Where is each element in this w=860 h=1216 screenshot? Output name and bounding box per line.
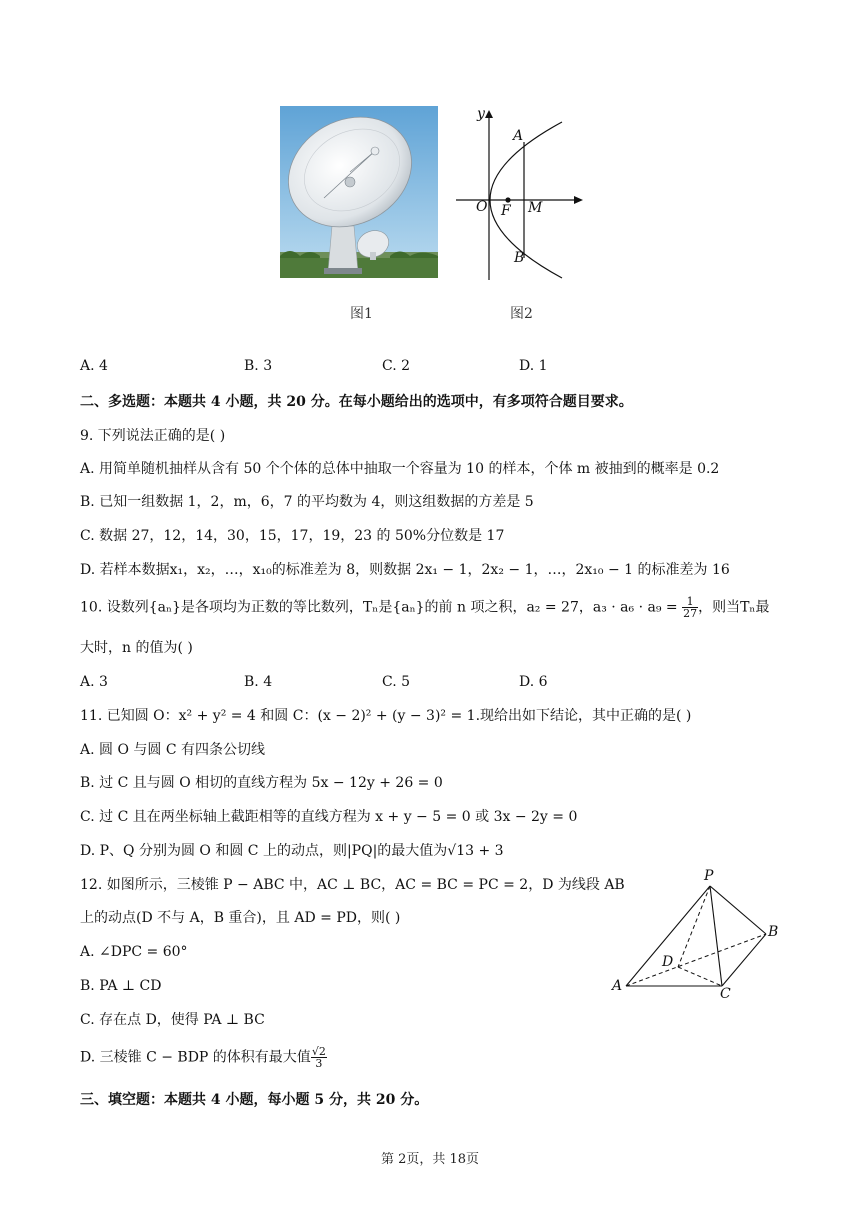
figure-1-caption: 图1 [350,306,373,322]
q10-option-d: D. 6 [519,674,548,690]
q10-option-b: B. 4 [244,674,273,690]
q10-stem-line-2: 大时，n 的值为( ) [80,640,193,656]
fig2-label-A: A [513,128,524,144]
q12-pyramid-diagram [606,868,796,1004]
figure-2-parabola-diagram [452,104,592,284]
q11-stem: 11. 已知圆 O：x² + y² = 4 和圆 C：(x − 2)² + (y − 3)² = 1.现给出如下结论，其中正确的是( ) [80,708,692,724]
figure-1-radio-telescope-photo [280,106,438,278]
q10-fraction-denominator: 27 [683,607,698,620]
q10-option-a: A. 3 [80,674,108,690]
fig2-label-y: y [477,106,485,122]
q12-stem-line-1: 12. 如图所示，三棱锥 P − ABC 中，AC ⊥ BC，AC = BC = PC = 2，D 为线段 AB [80,877,625,893]
q12-option-d-fraction [311,1046,327,1069]
fig2-label-B: B [514,250,525,266]
q12-option-d [80,1046,327,1069]
q8-option-b: B. 3 [244,358,273,374]
q11-option-b: B. 过 C 且与圆 O 相切的直线方程为 5x − 12y + 26 = 0 [80,775,443,791]
q8-option-a: A. 4 [80,358,108,374]
q10-stem-part-a: 10. 设数列{aₙ}是各项均为正数的等比数列，Tₙ是{aₙ}的前 n 项之积，a₂ = 27，a₃ · a₆ · a₉ = [80,599,683,616]
q9-option-c: C. 数据 27，12，14，30，15，17，19，23 的 50%分位数是 17 [80,528,505,544]
q9-stem: 9. 下列说法正确的是( ) [80,428,226,444]
q10-fraction [682,596,698,619]
section-3-heading: 三、填空题：本题共 4 小题，每小题 5 分，共 20 分。 [80,1092,429,1108]
q10-option-c: C. 5 [382,674,411,690]
fig2-label-M: M [528,200,543,216]
q12-option-b: B. PA ⊥ CD [80,978,162,994]
q12-label-A: A [612,978,623,994]
q12-option-d-text: D. 三棱锥 C − BDP 的体积有最大值 [80,1049,311,1066]
section-2-heading: 二、多选题：本题共 4 小题，共 20 分。在每小题给出的选项中，有多项符合题目要求。 [80,394,633,410]
q12-stem-line-2: 上的动点(D 不与 A，B 重合)，且 AD = PD，则( ) [80,910,401,926]
q8-option-d: D. 1 [519,358,548,374]
page-footer: 第 2页，共 18页 [380,1152,480,1167]
q12-label-D: D [662,954,674,970]
q9-option-b: B. 已知一组数据 1，2，m，6，7 的平均数为 4，则这组数据的方差是 5 [80,494,534,510]
q12-label-C: C [720,986,731,1002]
q12-option-a: A. ∠DPC = 60° [80,944,188,960]
q9-option-d: D. 若样本数据x₁，x₂，…，x₁₀的标准差为 8，则数据 2x₁ − 1，2x₂ − 1，…，2x₁₀ − 1 的标准差为 16 [80,562,730,578]
q10-fraction-numerator: 1 [682,596,698,608]
q10-stem-line-1 [80,596,769,619]
q12-option-c: C. 存在点 D，使得 PA ⊥ BC [80,1012,265,1028]
q12-label-P: P [704,868,714,884]
q12-label-B: B [768,924,779,940]
fig2-label-F: F [501,203,511,219]
q10-stem-part-b: ，则当Tₙ最 [698,599,770,616]
q11-option-a: A. 圆 O 与圆 C 有四条公切线 [80,742,266,758]
fig2-label-O: O [476,199,488,215]
q9-option-a: A. 用简单随机抽样从含有 50 个个体的总体中抽取一个容量为 10 的样本，个体 m 被抽到的概率是 0.2 [80,461,720,477]
q12-fraction-numerator: √2 [311,1045,326,1058]
q12-fraction-denominator: 3 [315,1057,323,1070]
q11-option-c: C. 过 C 且在两坐标轴上截距相等的直线方程为 x + y − 5 = 0 或 3x − 2y = 0 [80,809,578,825]
q8-option-c: C. 2 [382,358,411,374]
q11-option-d: D. P、Q 分别为圆 O 和圆 C 上的动点，则|PQ|的最大值为√13 + 3 [80,843,504,859]
figure-2-caption: 图2 [510,306,533,322]
